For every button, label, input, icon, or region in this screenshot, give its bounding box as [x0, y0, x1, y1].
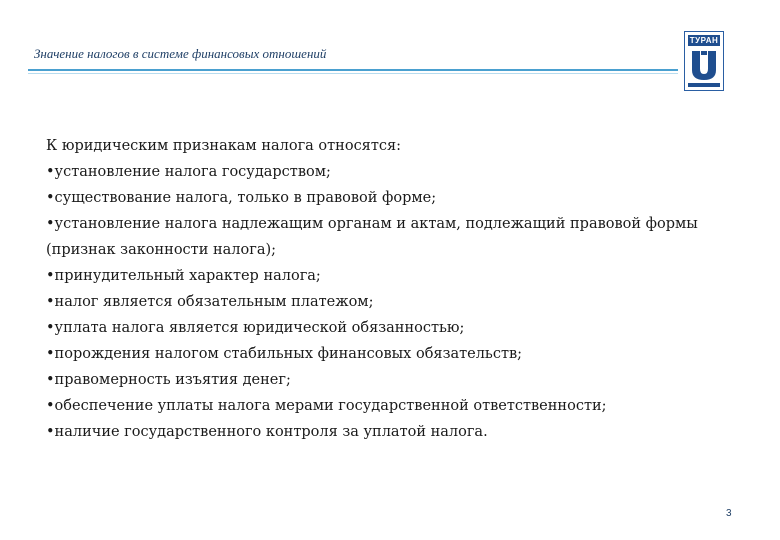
header-divider-thin	[28, 73, 678, 74]
content-intro: К юридическим признакам налога относятся:	[46, 138, 402, 154]
logo-emblem-icon	[688, 49, 720, 81]
slide-title: Значение налогов в системе финансовых отношений	[34, 46, 327, 61]
header-divider	[28, 69, 678, 71]
list-item: •установление налога государством;	[46, 164, 331, 180]
list-item: •существование налога, только в правовой форме;	[46, 190, 437, 206]
list-item: •порождения налогом стабильных финансовых обязательств;	[46, 346, 523, 362]
list-item: •уплата налога является юридической обязанностью;	[46, 320, 465, 336]
logo-wordmark: ТУРАН	[689, 36, 719, 45]
list-item: •обеспечение уплаты налога мерами государственной ответственности;	[46, 398, 607, 414]
page-number: 3	[726, 508, 732, 519]
list-item: •принудительный характер налога;	[46, 268, 321, 284]
list-item: •установление налога надлежащим органам и актам, подлежащий правовой формы (признак законности налога);	[46, 216, 698, 258]
logo-footer-bar	[688, 83, 720, 87]
turan-logo	[684, 31, 724, 91]
list-item: •наличие государственного контроля за уплатой налога.	[46, 424, 488, 440]
content-body	[46, 133, 746, 445]
list-item: •правомерность изъятия денег;	[46, 372, 291, 388]
list-item: •налог является обязательным платежом;	[46, 294, 374, 310]
